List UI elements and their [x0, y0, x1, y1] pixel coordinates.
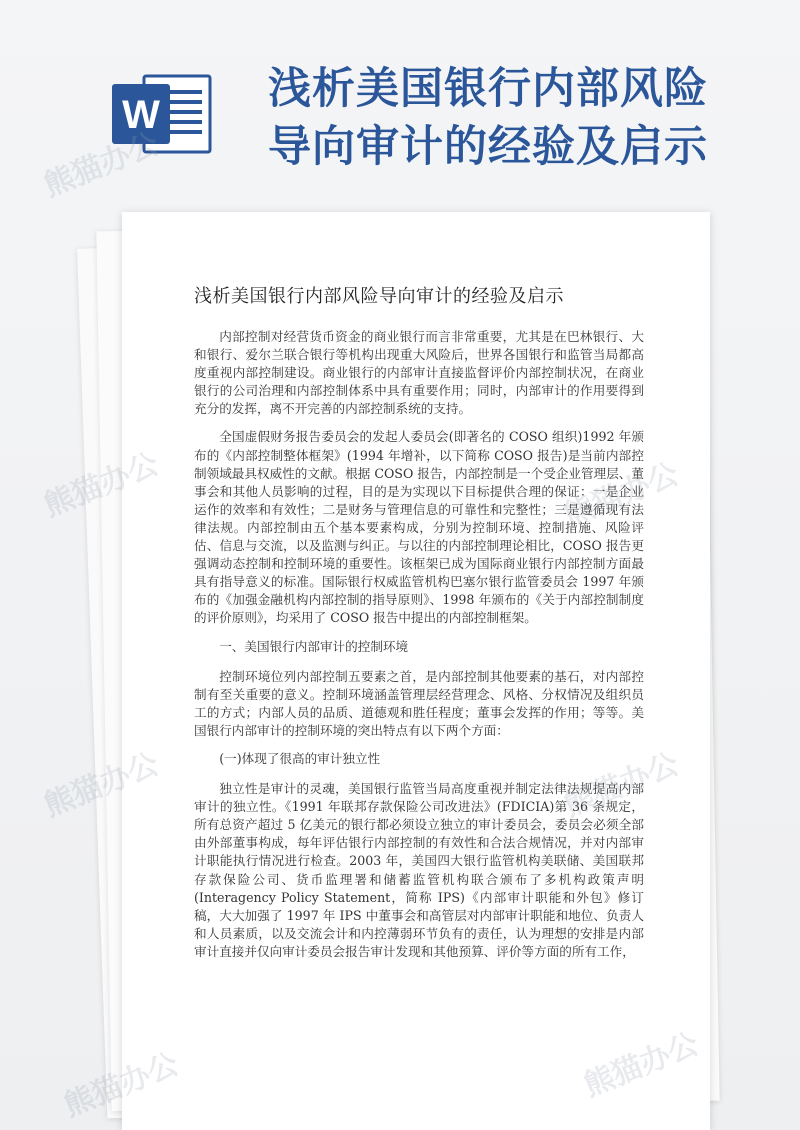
banner-title-line2: 导向审计的经验及启示: [268, 122, 708, 172]
document-title: 浅析美国银行内部风险导向审计的经验及启示: [194, 286, 564, 307]
banner-title-line1: 浅析美国银行内部风险: [268, 64, 708, 114]
paragraph: 控制环境位列内部控制五要素之首，是内部控制其他要素的基石，对内部控制有至关重要的意义。控制环境涵盖管理层经营理念、风格、分权情况及组织员工的方式；内部人员的品质、道德观和胜任程度；董事会发挥的作用；等等。美国银行内部审计的控制环境的突出特点有以下两个方面：: [194, 668, 644, 738]
banner-title: [268, 60, 748, 176]
paragraph: 独立性是审计的灵魂，美国银行监管当局高度重视并制定法律法规提高内部审计的独立性。《1991 年联邦存款保险公司改进法》(FDICIA)第 36 条规定，所有总资产超过 5 亿美元的银行都必须设立独立的审计委员会，委员会必须全部由外部董事构成，每年评估银行内部控制的有效性和合法合规情况，并对内部审计职能执行情况进行检查。2003 年，美国四大银行监管机构美联储、美国联邦存款保险公司、货币监理署和储蓄监管机构联合颁布了多机构政策声明(Interagency Policy Statement，简称 IPS)《内部审计职能和外包》修订稿，大大加强了 1997 年 IPS 中董事会和高管层对内部审计职能和地位、负责人和人员素质，以及交流会计和内控薄弱环节负有的责任，认为理想的安排是内部审计直接并仅向审计委员会报告审计发现和其他预算、评价等方面的所有工作，: [194, 781, 644, 959]
watermark: 熊猫办公: [39, 446, 164, 524]
section-heading: 一、美国银行内部审计的控制环境: [219, 638, 409, 654]
document-body: [194, 328, 644, 971]
paragraph: 内部控制对经营货币资金的商业银行而言非常重要，尤其是在巴林银行、大和银行、爱尔兰联合银行等机构出现重大风险后，世界各国银行和监管当局都高度重视内部控制建设。商业银行的内部审计直接监督评价内部控制状况，在商业银行的公司治理和内部控制体系中具有重要作用；同时，内部审计的作用要得到充分的发挥，离不开完善的内部控制系统的支持。: [194, 329, 644, 417]
document-page: [122, 212, 710, 1130]
watermark: 熊猫办公: [39, 126, 164, 204]
watermark: 熊猫办公: [579, 1026, 704, 1104]
watermark: 熊猫办公: [559, 746, 684, 824]
watermark: 熊猫办公: [559, 456, 684, 534]
svg-text:W: W: [122, 93, 160, 137]
watermark: 熊猫办公: [59, 1046, 184, 1124]
watermark: 熊猫办公: [39, 746, 164, 824]
paragraph: 全国虚假财务报告委员会的发起人委员会(即著名的 COSO 组织)1992 年颁布的《内部控制整体框架》(1994 年增补，以下简称 COSO 报告)是当前内部控制领域最具权威性的文献。根据 COSO 报告，内部控制是一个受企业管理层、董事会和其他人员影响的过程，目的是为实现以下目标提供合理的保证：一是企业运作的效率和有效性；二是财务与管理信息的可靠性和完整性；三是遵循现有法律法规。内部控制由五个基本要素构成，分别为控制环境、控制措施、风险评估、信息与交流，以及监测与纠正。与以往的内部控制理论相比，COSO 报告更强调动态控制和控制环境的重要性。该框架已成为国际商业银行内部控制方面最具有指导意义的标准。国际银行权威监管机构巴塞尔银行监管委员会 1997 年颁布的《加强金融机构内部控制的指导原则》、1998 年颁布的《关于内部控制制度的评价原则》，均采用了 COSO 报告中提出的内部控制框架。: [194, 429, 644, 626]
subsection-heading: (一)体现了很高的审计独立性: [219, 750, 381, 766]
word-document-icon: [110, 70, 214, 158]
